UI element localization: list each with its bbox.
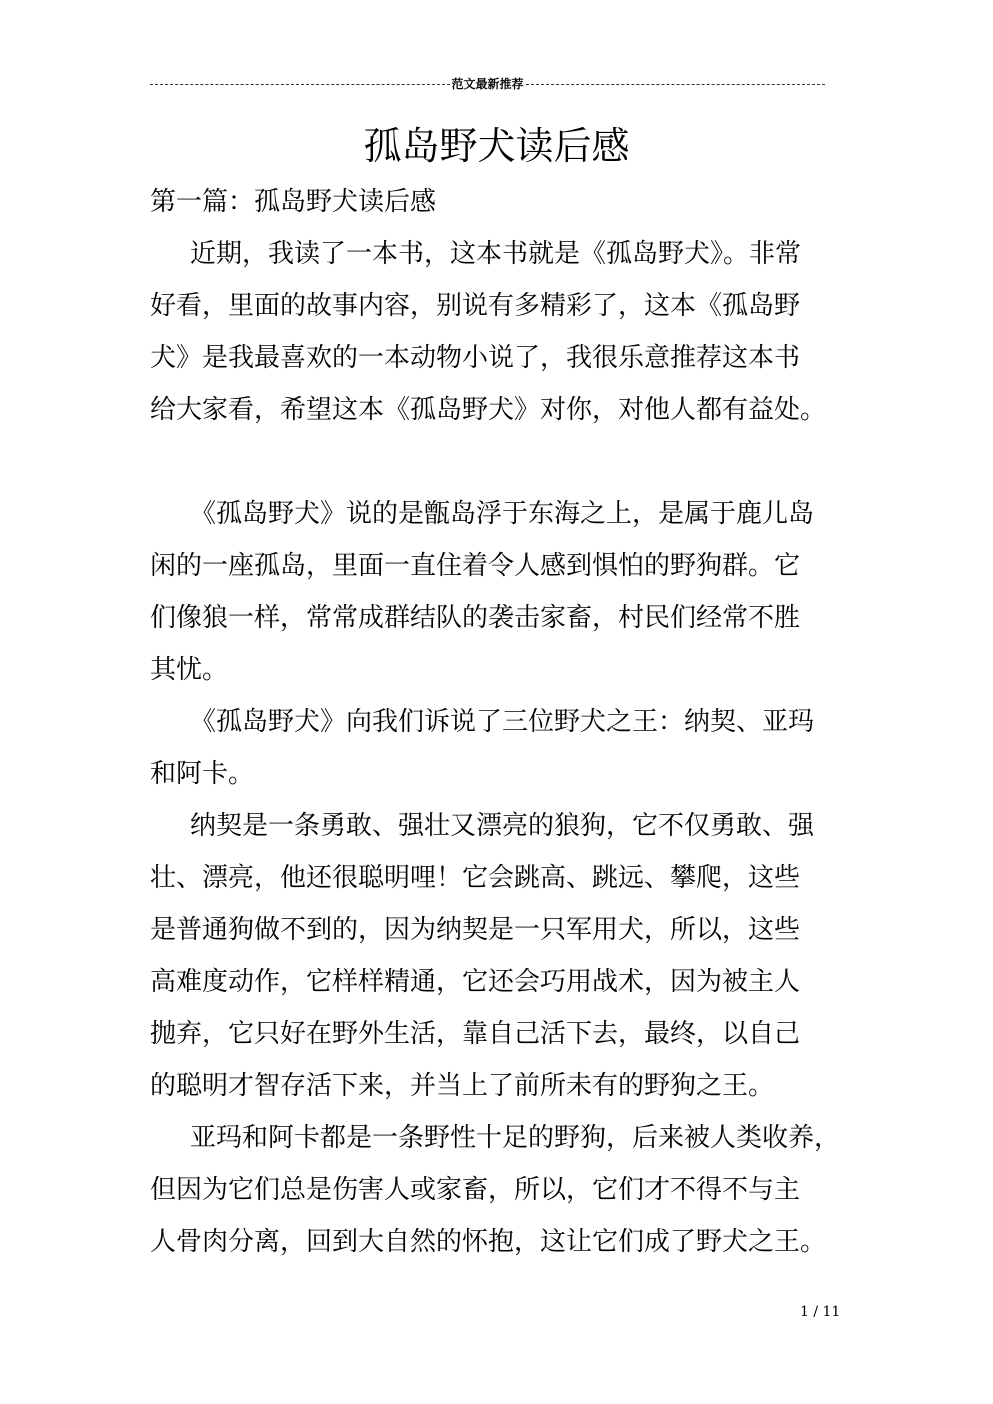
paragraph-line: 给大家看，希望这本《孤岛野犬》对你，对他人都有益处。 xyxy=(150,395,827,425)
header-dashed-line-left xyxy=(150,84,450,85)
paragraph-line: 闲的一座孤岛，里面一直住着令人感到惧怕的野狗群。它 xyxy=(150,551,801,581)
page-header xyxy=(150,74,825,94)
paragraph-line: 纳契是一条勇敢、强壮又漂亮的狼狗，它不仅勇敢、强 xyxy=(190,811,815,841)
paragraph-line: 高难度动作，它样样精通，它还会巧用战术，因为被主人 xyxy=(150,967,801,997)
paragraph-line: 抛弃，它只好在野外生活，靠自己活下去，最终，以自己 xyxy=(150,1019,801,1049)
header-label: 范文最新推荐 xyxy=(451,77,524,91)
document-body xyxy=(150,176,850,1268)
paragraph-line: 好看，里面的故事内容，别说有多精彩了，这本《孤岛野 xyxy=(150,291,801,321)
paragraph-line: 和阿卡。 xyxy=(150,759,255,789)
page-number: 1 / 11 xyxy=(800,1304,841,1320)
paragraph-line: 们像狼一样，常常成群结队的袭击家畜，村民们经常不胜 xyxy=(150,603,801,633)
paragraph-line: 人骨肉分离，回到大自然的怀抱，这让它们成了野犬之王。 xyxy=(150,1227,827,1257)
paragraph-line: 的聪明才智存活下来，并当上了前所未有的野狗之王。 xyxy=(150,1071,775,1101)
header-dashed-line-right xyxy=(526,84,826,85)
paragraph-line: 《孤岛野犬》向我们诉说了三位野犬之王：纳契、亚玛 xyxy=(190,707,815,737)
paragraph-line: 亚玛和阿卡都是一条野性十足的野狗，后来被人类收养， xyxy=(190,1123,841,1153)
section-heading: 第一篇：孤岛野犬读后感 xyxy=(150,187,437,217)
paragraph-line: 犬》是我最喜欢的一本动物小说了，我很乐意推荐这本书 xyxy=(150,343,801,373)
paragraph-line: 壮、漂亮，他还很聪明哩！它会跳高、跳远、攀爬，这些 xyxy=(150,863,801,893)
paragraph-line: 近期，我读了一本书，这本书就是《孤岛野犬》。非常 xyxy=(190,239,802,269)
document-title: 孤岛野犬读后感 xyxy=(363,124,630,168)
paragraph-line: 其忧。 xyxy=(150,655,229,685)
blank-line xyxy=(150,436,850,488)
paragraph-line: 是普通狗做不到的，因为纳契是一只军用犬，所以，这些 xyxy=(150,915,801,945)
paragraph-line: 《孤岛野犬》说的是甑岛浮于东海之上，是属于鹿儿岛 xyxy=(190,499,815,529)
paragraph-line: 但因为它们总是伤害人或家畜，所以，它们才不得不与主 xyxy=(150,1175,801,1205)
